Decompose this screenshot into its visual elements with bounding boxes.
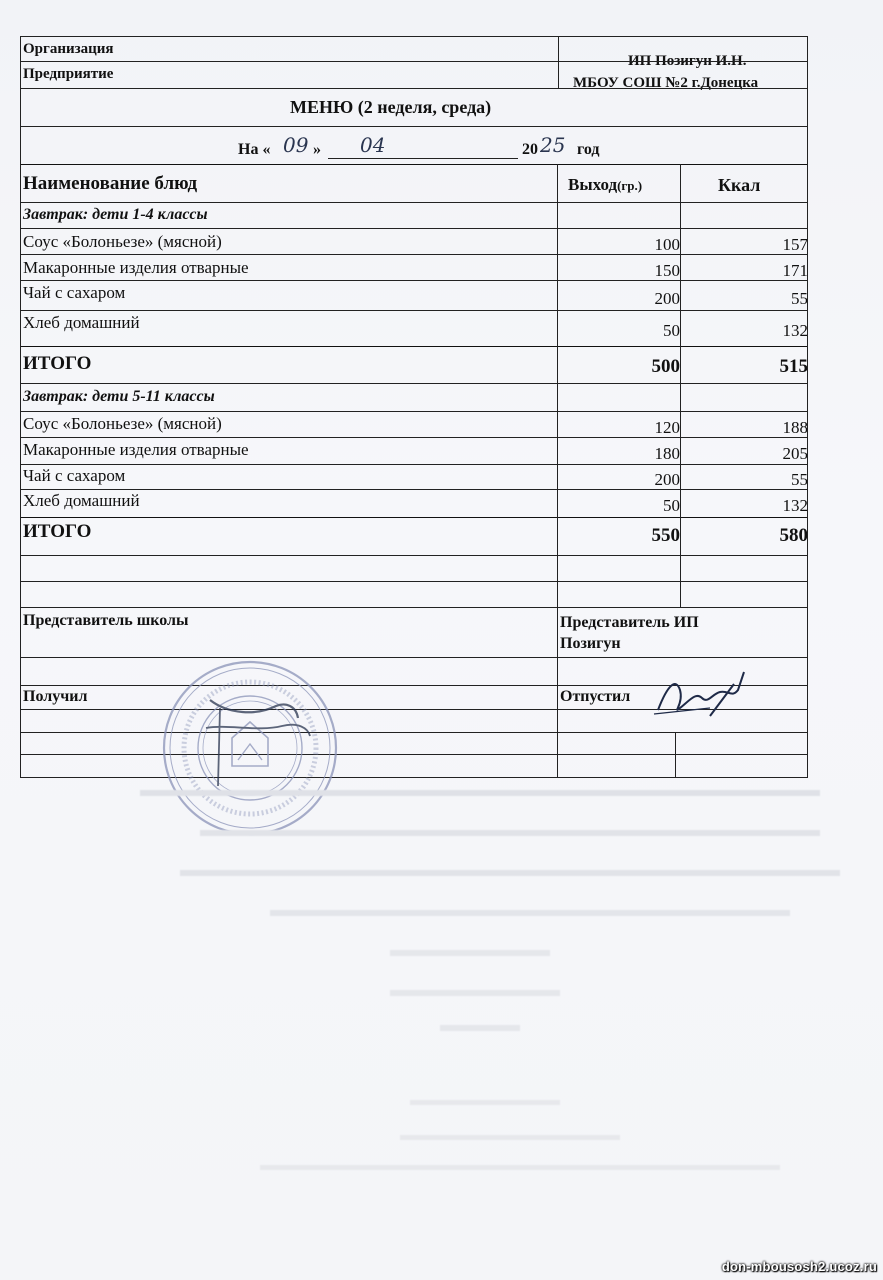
dish-kcal: 171 — [782, 261, 808, 280]
col-yield-unit: (гр.) — [617, 178, 643, 193]
table-row — [20, 310, 808, 346]
total-label: ИТОГО — [23, 353, 92, 374]
dish-kcal: 188 — [782, 418, 808, 437]
signature-labels-row — [20, 607, 808, 657]
empty-row — [20, 754, 808, 778]
section-title: Завтрак: дети 5-11 классы — [23, 388, 215, 405]
table-left-border — [20, 36, 21, 778]
header-divider — [558, 36, 559, 88]
total-row — [20, 517, 808, 555]
title-row — [20, 88, 808, 126]
table-row — [20, 464, 808, 489]
empty-row — [20, 555, 808, 581]
dish-yield: 200 — [654, 470, 680, 489]
dish-name: Макаронные изделия отварные — [23, 440, 249, 459]
total-yield: 500 — [651, 356, 680, 377]
footer-divider — [557, 607, 558, 778]
dish-yield: 100 — [654, 235, 680, 254]
dish-yield: 50 — [663, 496, 680, 515]
org-value: ИП Позигун И.Н. — [628, 53, 747, 69]
dish-name: Хлеб домашний — [23, 313, 140, 332]
dish-kcal: 157 — [782, 235, 808, 254]
ip-rep-label-line2: Позигун — [560, 635, 621, 652]
empty-row — [20, 732, 808, 754]
enterprise-row — [20, 61, 808, 91]
date-row — [20, 126, 808, 164]
col-divider-yield — [557, 164, 558, 607]
dish-name: Хлеб домашний — [23, 491, 140, 510]
empty-row — [20, 581, 808, 607]
date-month: 04 — [360, 133, 386, 157]
dish-yield: 150 — [654, 261, 680, 280]
dish-yield: 120 — [654, 418, 680, 437]
org-row — [20, 36, 808, 69]
dish-name: Чай с сахаром — [23, 283, 126, 302]
col-name-header: Наименование блюд — [23, 173, 198, 194]
school-stamp-icon — [158, 656, 343, 841]
dish-kcal: 205 — [782, 444, 808, 463]
received-label: Получил — [23, 688, 88, 705]
footer-subdivider — [675, 732, 676, 778]
date-day: 09 — [283, 133, 309, 157]
table-right-border — [807, 36, 808, 778]
ip-rep-label-line1: Представитель ИП — [560, 614, 699, 631]
date-suffix: год — [577, 141, 600, 158]
dish-name: Чай с сахаром — [23, 466, 126, 485]
dish-kcal: 55 — [791, 470, 808, 489]
total-yield: 550 — [651, 525, 680, 546]
section-title-row — [20, 383, 808, 411]
col-yield-label: Выход — [568, 175, 618, 194]
date-mid: » — [313, 141, 321, 158]
table-row — [20, 280, 808, 310]
total-label: ИТОГО — [23, 521, 92, 542]
school-rep-label: Представитель школы — [23, 612, 189, 629]
col-divider-kcal — [680, 164, 681, 607]
total-kcal: 515 — [779, 356, 808, 377]
col-yield-header — [568, 175, 642, 195]
table-row — [20, 411, 808, 437]
menu-sheet — [20, 26, 808, 778]
released-label: Отпустил — [560, 688, 631, 705]
table-row — [20, 489, 808, 517]
dish-kcal: 55 — [791, 289, 808, 308]
table-row — [20, 437, 808, 464]
table-header-row — [20, 164, 808, 202]
dish-kcal: 132 — [782, 321, 808, 340]
date-prefix: На « — [238, 141, 271, 158]
date-year-prefix: 20 — [522, 141, 538, 158]
section-title: Завтрак: дети 1-4 классы — [23, 206, 208, 223]
site-watermark: don-mbousosh2.ucoz.ru — [721, 1259, 877, 1274]
dish-kcal: 132 — [782, 496, 808, 515]
table-row — [20, 228, 808, 254]
org-label: Организация — [23, 41, 114, 57]
enterprise-value: МБОУ СОШ №2 г.Донецка — [573, 75, 759, 91]
enterprise-label: Предприятие — [23, 66, 114, 82]
table-row — [20, 254, 808, 280]
total-kcal: 580 — [779, 525, 808, 546]
date-year: 25 — [540, 133, 566, 157]
dish-yield: 180 — [654, 444, 680, 463]
page-title: МЕНЮ (2 неделя, среда) — [290, 97, 492, 117]
dish-name: Соус «Болоньезе» (мясной) — [23, 232, 222, 251]
section-title-row — [20, 202, 808, 228]
signature-icon — [650, 664, 750, 724]
dish-yield: 200 — [654, 289, 680, 308]
col-kcal-header: Ккал — [718, 175, 761, 195]
dish-name: Соус «Болоньезе» (мясной) — [23, 414, 222, 433]
dish-yield: 50 — [663, 321, 680, 340]
total-row — [20, 346, 808, 383]
date-underline — [328, 158, 518, 159]
dish-name: Макаронные изделия отварные — [23, 258, 249, 277]
